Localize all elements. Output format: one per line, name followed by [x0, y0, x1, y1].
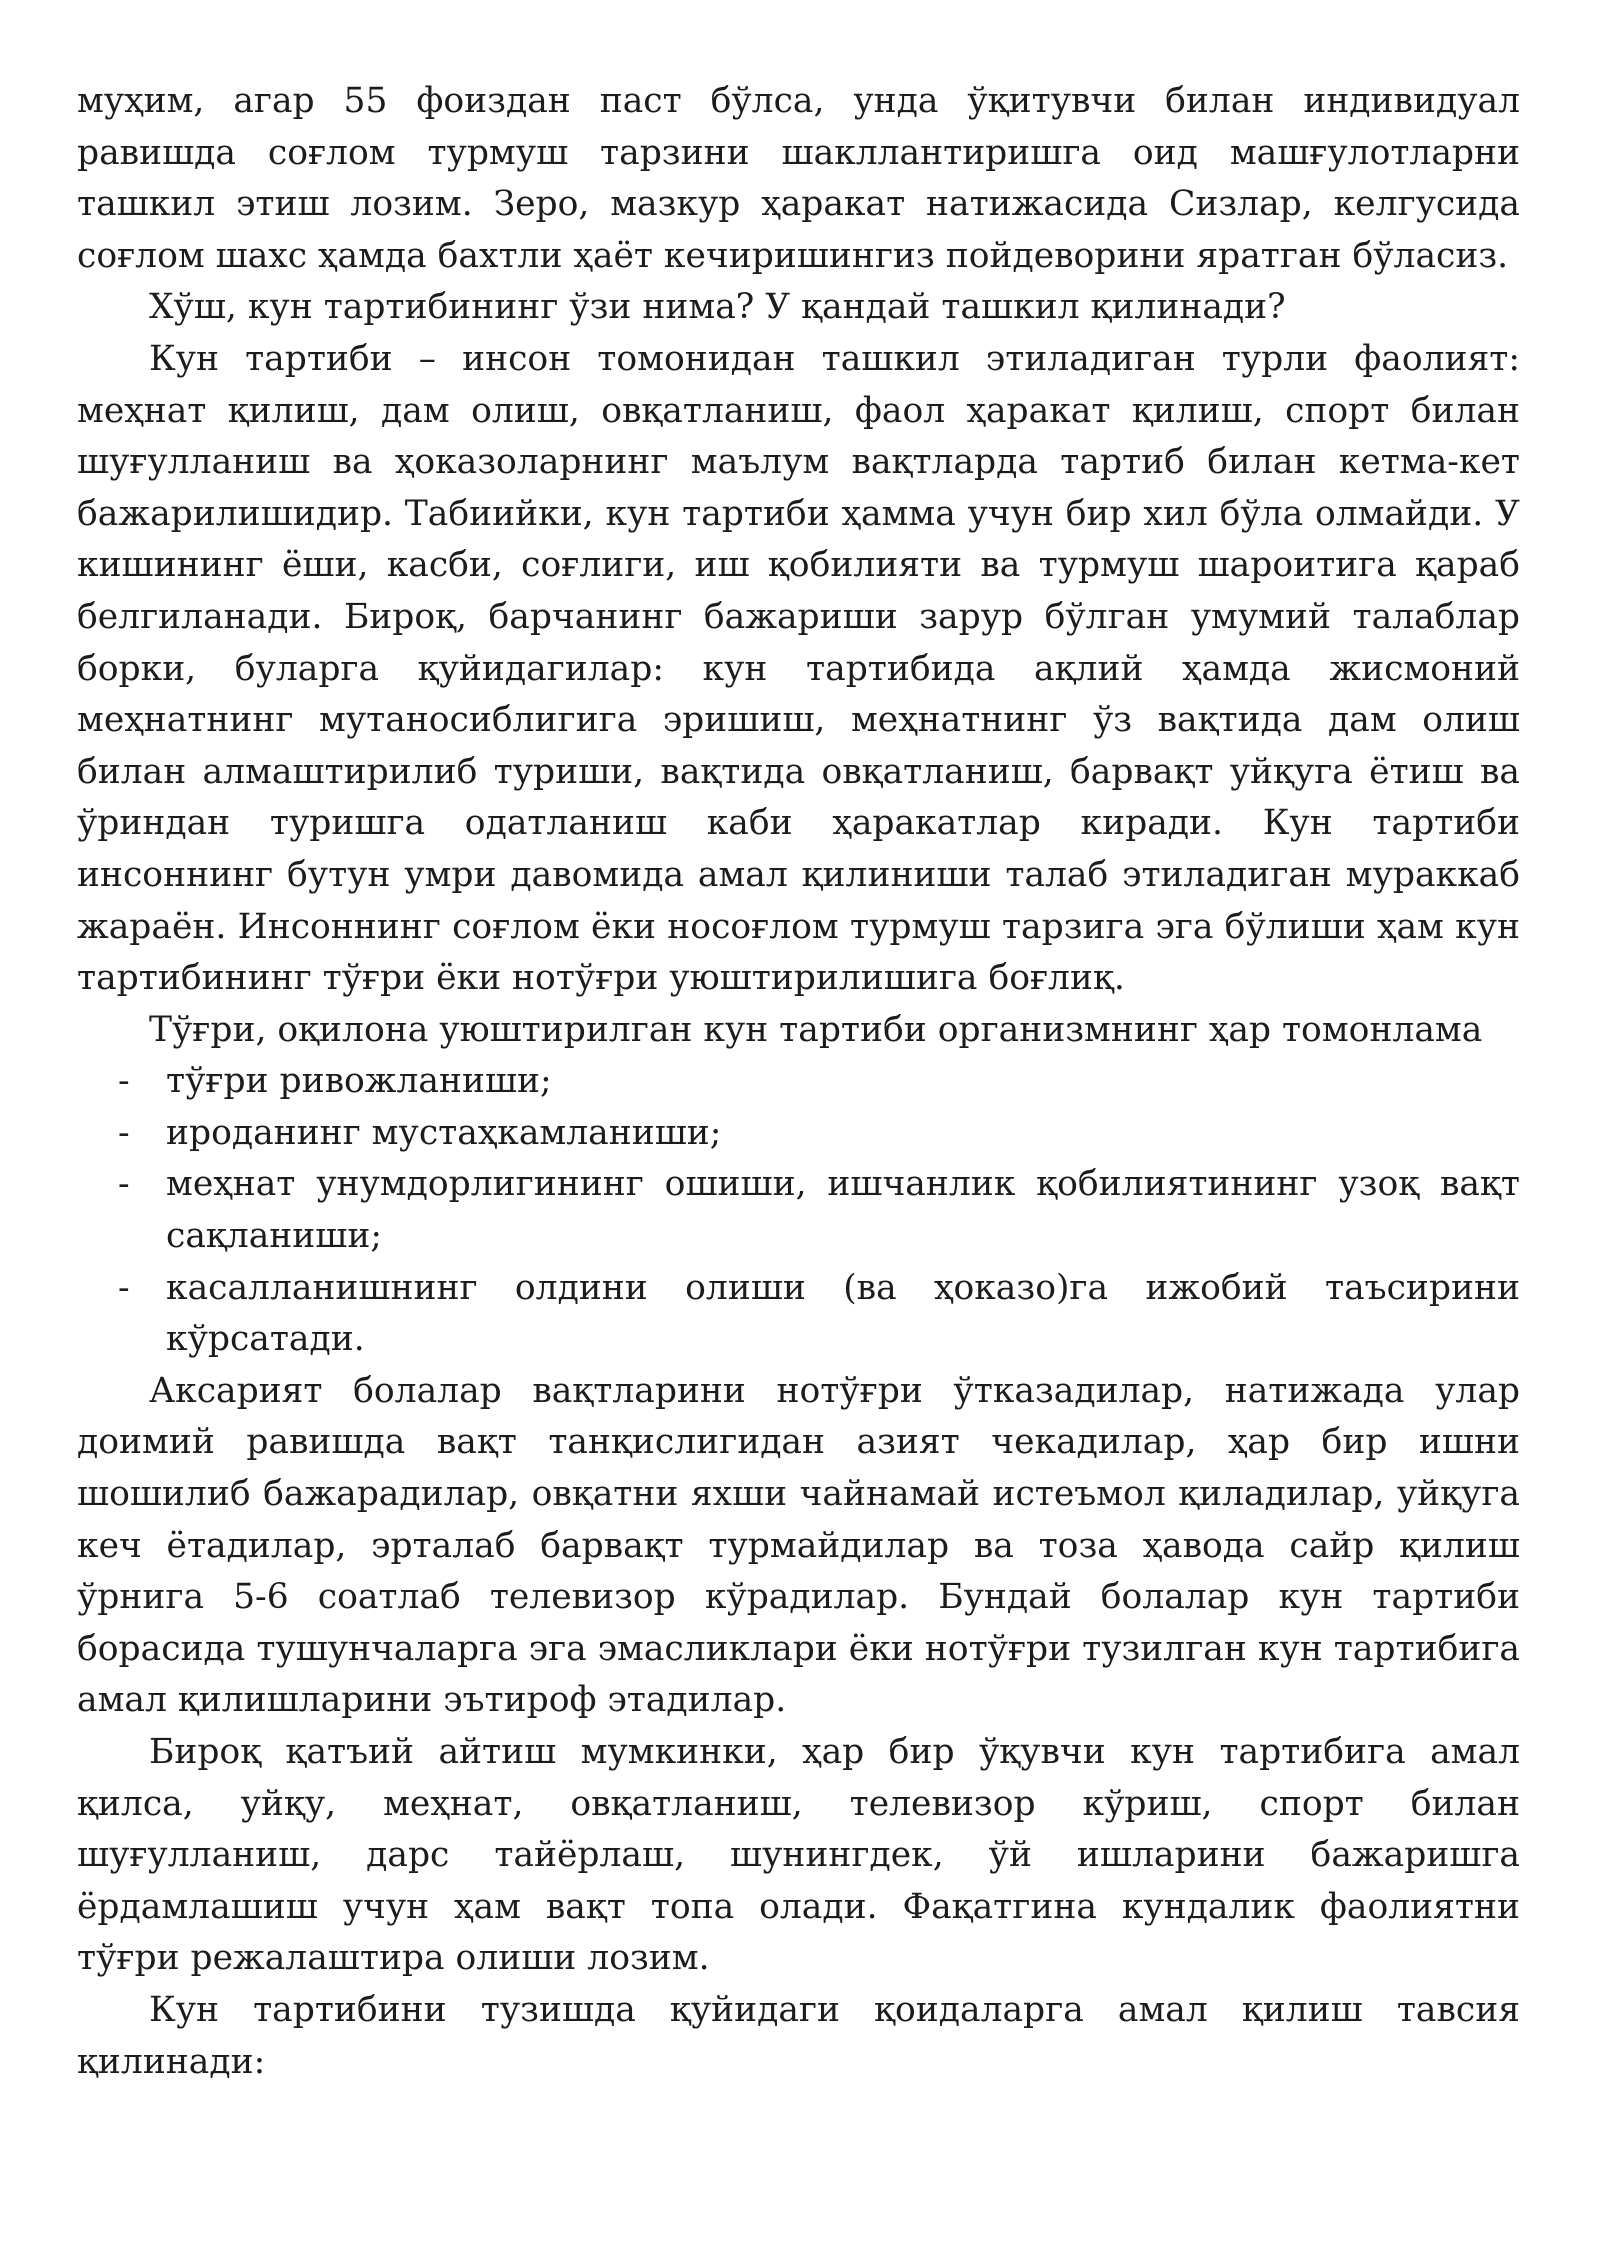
paragraph-definition: Кун тартиби – инсон томонидан ташкил этиладиган турли фаолият: меҳнат қилиш, дам олиш, овқатланиш, фаол ҳаракат қилиш, спорт билан шуғулланиш ва ҳоказоларнинг маълум вақтларда тартиб билан кетма-кет бажарилишидир. Табиийки, кун тартиби ҳамма учун бир хил бўла олмайди. У кишининг ёши, касби, соғлиги, иш қобилияти ва турмуш шароитига қараб белгиланади. Бироқ, барчанинг бажариши зарур бўлган умумий талаблар борки, буларга қуйидагилар: кун тартибида ақлий ҳамда жисмоний меҳнатнинг мутаносиблигига эришиш, меҳнатнинг ўз вақтида дам олиш билан алмаштирилиб туриши, вақтида овқатланиш, барвақт уйқуга ётиш ва ўриндан туришга одатланиш каби ҳаракатлар киради. Кун тартиби инсоннинг бутун умри давомида амал қилиниши талаб этиладиган мураккаб жараён. Инсоннинг соғлом ёки носоғлом турмуш тарзига эга бўлиши ҳам кун тартибининг тўғри ёки нотўғри уюштирилишига боғлиқ. — [77, 338, 1520, 999]
list-item — [77, 1108, 1520, 1160]
paragraph-rules-intro: Кун тартибини тузишда қуйидаги қоидаларга амал қилиш тавсия қилинади: — [77, 1989, 1520, 2082]
list-item — [77, 1263, 1520, 1366]
list-item — [77, 1056, 1520, 1108]
list-item-text: меҳнат унумдорлигининг ошиши, ишчанлик қобилиятининг узоқ вақт сақланиши; — [166, 1164, 1520, 1257]
list-item-text: касалланишнинг олдини олиши (ва ҳоказо)га ижобий таъсирини кўрсатади. — [166, 1267, 1520, 1360]
list-item — [77, 1159, 1520, 1262]
paragraph-planning: Бироқ қатъий айтиш мумкинки, ҳар бир ўқувчи кун тартибига амал қилса, уйқу, меҳнат, овқатланиш, телевизор кўриш, спорт билан шуғулланиш, дарс тайёрлаш, шунингдек, ўй ишларини бажаришга ёрдамлашиш учун ҳам вақт топа олади. Фақатгина кундалик фаолиятни тўғри режалаштира олиши лозим. — [77, 1732, 1520, 1979]
paragraph-continuation: муҳим, агар 55 фоиздан паст бўлса, унда ўқитувчи билан индивидуал равишда соғлом турмуш тарзини шакллантиришга оид машғулотларни ташкил этиш лозим. Зеро, мазкур ҳаракат натижасида Сизлар, келгусида соғлом шахс ҳамда бахтли ҳаёт кечиришингиз пойдеворини яратган бўласиз. — [77, 81, 1520, 276]
benefits-list — [77, 1056, 1520, 1366]
list-item-text: ироданинг мустаҳкамланиши; — [166, 1112, 722, 1153]
paragraph-children-habits: Аксарият болалар вақтларини нотўғри ўтказадилар, натижада улар доимий равишда вақт танқислигидан азият чекадилар, ҳар бир ишни шошилиб бажарадилар, овқатни яхши чайнамай истеъмол қиладилар, уйқуга кеч ётадилар, эрталаб барвақт турмайдилар ва тоза ҳавода сайр қилиш ўрнига 5-6 соатлаб телевизор кўрадилар. Бундай болалар кун тартиби борасида тушунчаларга эга эмасликлари ёки нотўғри тузилган кун тартибига амал қилишларини эътироф этадилар. — [77, 1370, 1520, 1721]
dash-marker: - — [118, 1164, 130, 1205]
paragraph-list-intro: Тўғри, оқилона уюштирилган кун тартиби организмнинг ҳар томонлама — [149, 1009, 1483, 1050]
dash-marker: - — [118, 1267, 130, 1308]
dash-marker: - — [118, 1061, 130, 1102]
list-item-text: тўғри ривожланиши; — [166, 1061, 552, 1102]
paragraph-question: Хўш, кун тартибининг ўзи нима? У қандай ташкил қилинади? — [149, 287, 1286, 328]
dash-marker: - — [118, 1112, 130, 1153]
